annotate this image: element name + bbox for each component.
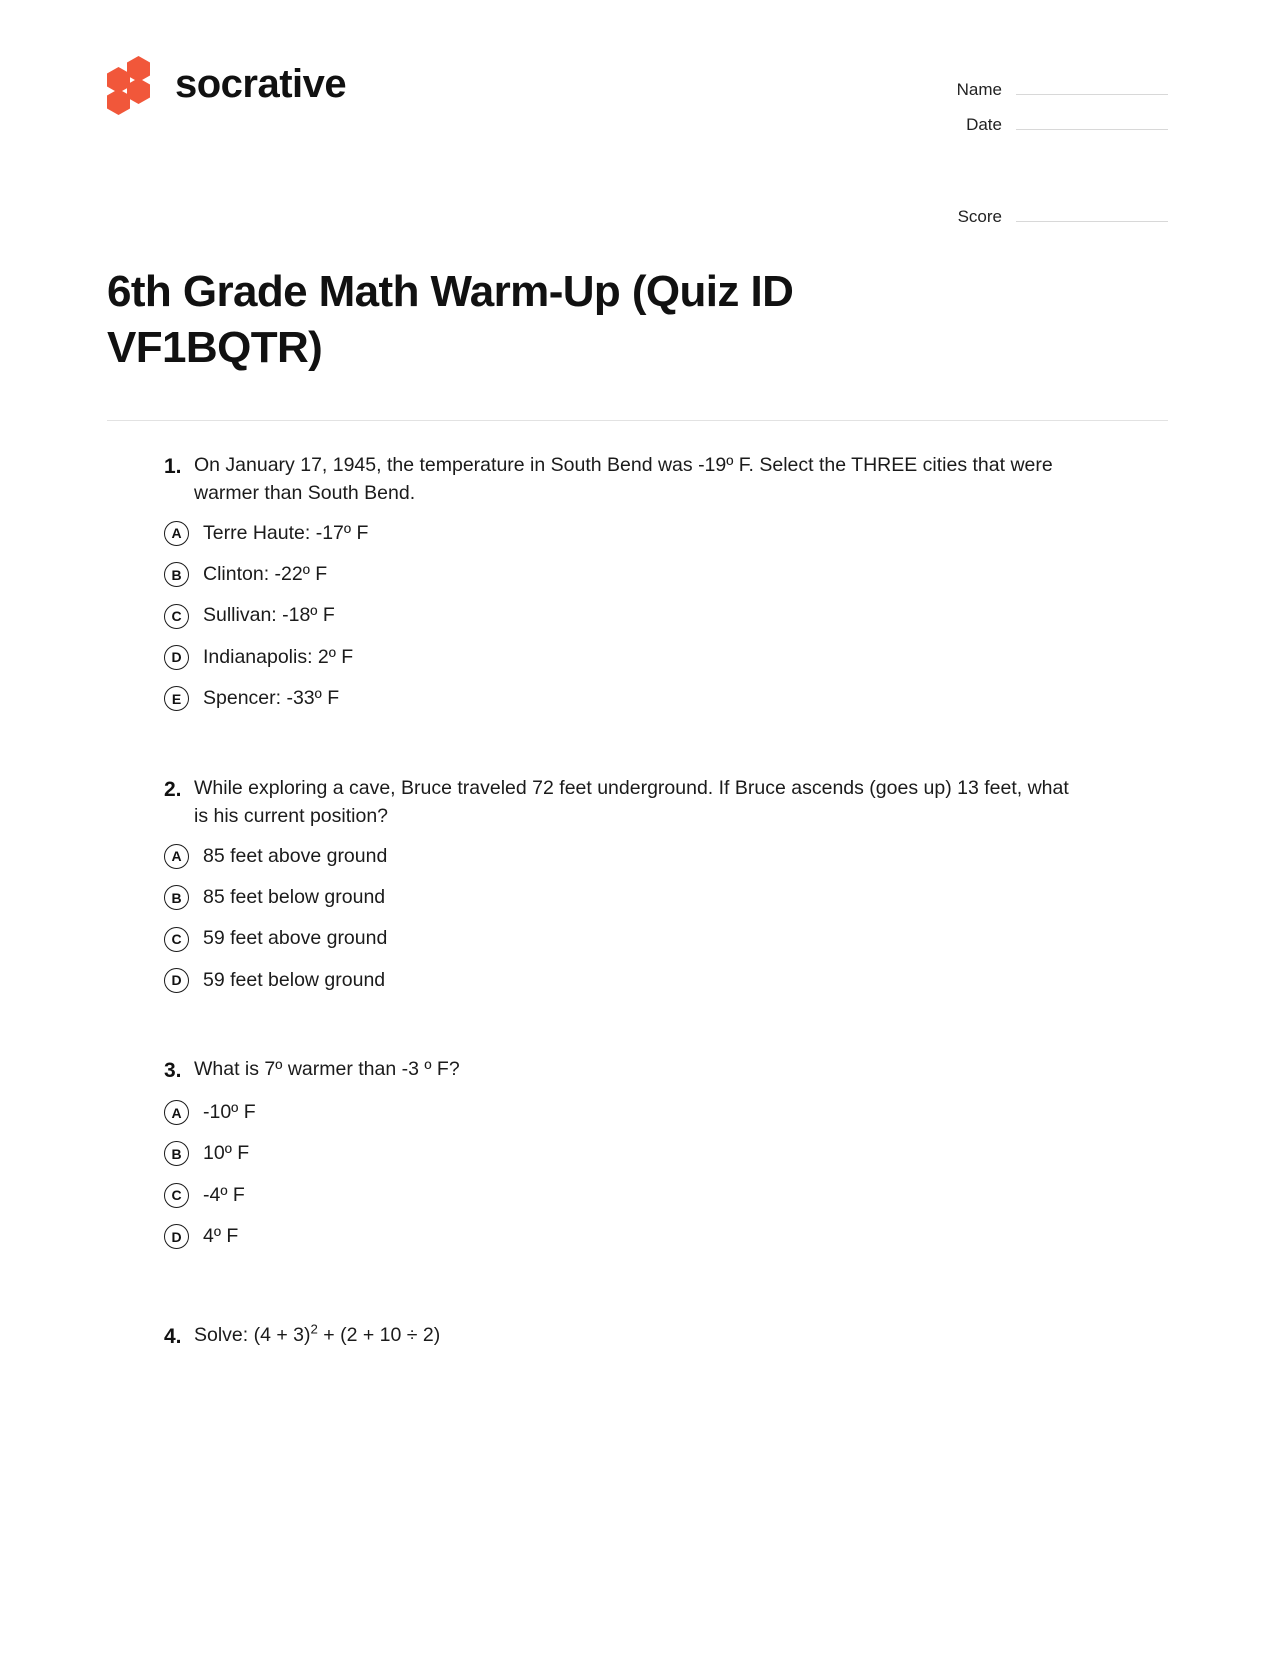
choice-label: Clinton: -22º F	[203, 563, 328, 586]
question-item	[164, 1321, 1168, 1352]
question-text: While exploring a cave, Bruce traveled 72 feet underground. If Bruce ascends (goes up) 13 feet, what is his current position?	[194, 776, 1069, 827]
choice-option[interactable]	[164, 844, 1168, 869]
question-header	[164, 1055, 1168, 1086]
choice-option[interactable]	[164, 926, 1168, 951]
socrative-hexagon-icon	[107, 58, 159, 110]
choice-bubble[interactable]: B	[164, 1141, 189, 1166]
question-number: 2.	[164, 777, 182, 801]
choice-label: -10º F	[203, 1100, 256, 1123]
choice-option[interactable]	[164, 1183, 1168, 1208]
score-field-row	[923, 203, 1168, 227]
name-input-line[interactable]	[1016, 76, 1168, 95]
choice-option[interactable]	[164, 968, 1168, 993]
name-label: Name	[956, 80, 1002, 99]
choice-label: Sullivan: -18º F	[203, 604, 335, 627]
question-header	[164, 1321, 1168, 1352]
question-text-prefix: Solve: (4 + 3)	[194, 1324, 311, 1347]
choice-option[interactable]	[164, 1100, 1168, 1125]
choices-list	[164, 521, 1168, 712]
choice-bubble[interactable]: B	[164, 562, 189, 587]
choice-option[interactable]	[164, 686, 1168, 711]
page-header	[107, 0, 1168, 238]
socrative-logo	[107, 58, 346, 110]
choice-label: 59 feet below ground	[203, 968, 386, 991]
choice-bubble[interactable]: E	[164, 686, 189, 711]
choice-bubble[interactable]: C	[164, 927, 189, 952]
choice-bubble[interactable]: D	[164, 645, 189, 670]
choices-list	[164, 844, 1168, 993]
date-field-row	[923, 111, 1168, 135]
choice-label: 59 feet above ground	[203, 927, 388, 950]
title-row	[107, 264, 1168, 377]
choice-option[interactable]	[164, 603, 1168, 628]
choice-option[interactable]	[164, 885, 1168, 910]
choice-option[interactable]	[164, 1141, 1168, 1166]
date-input-line[interactable]	[1016, 111, 1168, 130]
choice-label: Spencer: -33º F	[203, 687, 340, 710]
choice-label: -4º F	[203, 1183, 245, 1206]
question-text: On January 17, 1945, the temperature in South Bend was -19º F. Select the THREE cities that were warmer than South Bend.	[194, 453, 1053, 504]
question-text: What is 7º warmer than -3 º F?	[194, 1058, 460, 1081]
choice-option[interactable]	[164, 521, 1168, 546]
choice-bubble[interactable]: A	[164, 844, 189, 869]
choice-bubble[interactable]: B	[164, 885, 189, 910]
name-field-row	[923, 76, 1168, 100]
choice-label: 85 feet below ground	[203, 886, 386, 908]
header-divider	[107, 420, 1168, 421]
student-meta-fields	[923, 58, 1168, 238]
score-label: Score	[957, 207, 1002, 226]
choice-bubble[interactable]: A	[164, 521, 189, 546]
question-header	[164, 451, 1168, 507]
choice-label: 4º F	[203, 1224, 239, 1247]
date-label: Date	[966, 115, 1002, 134]
choice-bubble[interactable]: C	[164, 1183, 189, 1208]
question-number: 4.	[164, 1325, 182, 1349]
question-item	[164, 451, 1168, 712]
choice-option[interactable]	[164, 1224, 1168, 1249]
question-text-suffix: + (2 + 10 ÷ 2)	[317, 1324, 441, 1347]
choice-bubble[interactable]: D	[164, 968, 189, 993]
brand-name: socrative	[175, 62, 347, 106]
choice-label: Indianapolis: 2º F	[203, 645, 354, 668]
questions-list	[107, 451, 1168, 1352]
choice-label: Terre Haute: -17º F	[203, 521, 369, 544]
choice-option[interactable]	[164, 645, 1168, 670]
choice-label: 10º F	[203, 1142, 250, 1165]
choice-bubble[interactable]: A	[164, 1100, 189, 1125]
choice-bubble[interactable]: D	[164, 1224, 189, 1249]
logo-hexagon-4	[107, 89, 130, 115]
question-number: 3.	[164, 1059, 182, 1083]
question-number: 1.	[164, 454, 182, 478]
choice-label: 85 feet above ground	[203, 844, 388, 867]
question-header	[164, 774, 1168, 830]
choice-bubble[interactable]: C	[164, 604, 189, 629]
choice-option[interactable]	[164, 562, 1168, 587]
logo-hexagon-3	[127, 78, 150, 104]
choices-list	[164, 1100, 1168, 1249]
exponent: 2	[310, 1321, 318, 1337]
question-item	[164, 1055, 1168, 1249]
score-input-line[interactable]	[1016, 203, 1168, 222]
question-item	[164, 774, 1168, 994]
page-title: 6th Grade Math Warm-Up (Quiz ID VF1BQTR)	[107, 267, 794, 373]
question-text	[194, 1321, 440, 1349]
